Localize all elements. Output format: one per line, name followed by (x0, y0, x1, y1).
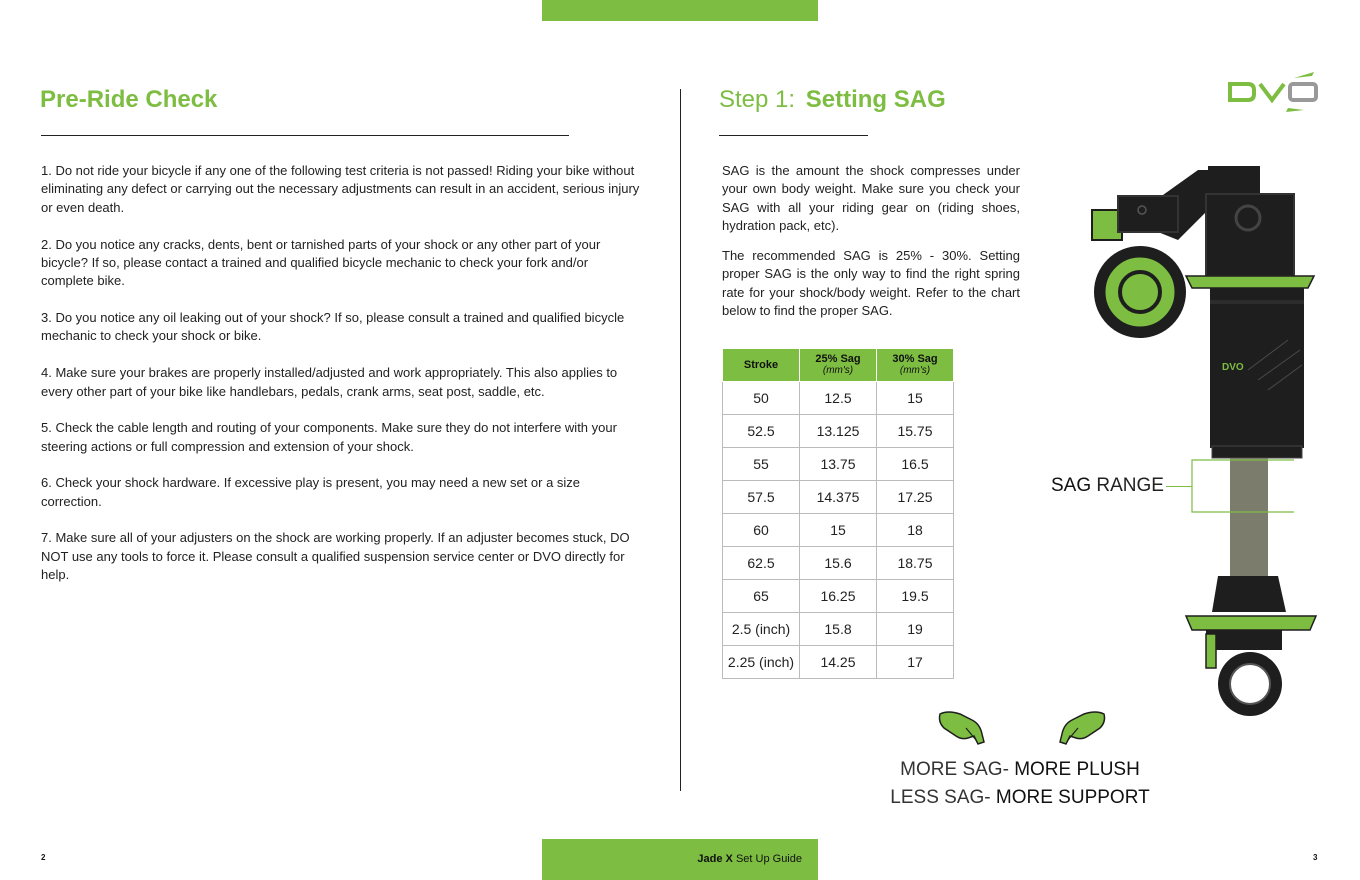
table-cell: 16.25 (800, 580, 877, 613)
sag-chart-table (722, 348, 954, 679)
pre-ride-check-title: Pre-Ride Check (40, 86, 218, 113)
less-sag-legend (880, 787, 1160, 809)
table-cell: 52.5 (723, 415, 800, 448)
sag-range-rest: RANGE (1096, 475, 1164, 496)
less-sag-label: LESS SAG- (890, 787, 991, 808)
table-row (723, 613, 954, 646)
table-row (723, 415, 954, 448)
table-cell: 13.75 (800, 448, 877, 481)
table-cell: 12.5 (800, 382, 877, 415)
table-row (723, 514, 954, 547)
setting-sag-title (719, 86, 946, 114)
sag-recommendation: The recommended SAG is 25% - 30%. Setting proper SAG is the only way to find the right spring rate for your shock/body weight. Refer to the chart below to find the proper SAG. (722, 248, 1020, 319)
table-cell: 15 (877, 382, 954, 415)
more-sag-label: MORE SAG- (900, 759, 1009, 780)
checklist-item: 5. Check the cable length and routing of your components. Make sure they do not interfere with your steering actions or full compression and extension of your shock. (41, 420, 617, 454)
table-row (723, 580, 954, 613)
footer-title (697, 853, 802, 865)
table-cell: 19.5 (877, 580, 954, 613)
table-cell: 17.25 (877, 481, 954, 514)
table-cell: 19 (877, 613, 954, 646)
right-title-rule (719, 135, 868, 136)
footer-title-bold: Jade X (697, 853, 733, 865)
sag-range-label (1051, 475, 1164, 497)
svg-text:DVO: DVO (1222, 362, 1244, 373)
checklist-item: 6. Check your shock hardware. If excessive play is present, you may need a new set or a size correction. (41, 475, 581, 509)
checklist-item: 3. Do you notice any oil leaking out of your shock? If so, please consult a trained and qualified bicycle mechanic to check your shock or bike. (41, 310, 625, 344)
table-header-cell (800, 349, 877, 382)
sag-table-body (723, 382, 954, 679)
sag-range-bold: SAG (1051, 475, 1092, 496)
table-cell: 60 (723, 514, 800, 547)
table-cell: 55 (723, 448, 800, 481)
footer-title-rest: Set Up Guide (735, 853, 802, 865)
header-label: 25% Sag (815, 353, 861, 365)
pointing-hand-icon (936, 708, 986, 746)
header-unit: (mm's) (822, 365, 854, 376)
table-cell: 15.75 (877, 415, 954, 448)
table-row (723, 547, 954, 580)
sag-range-leader (1166, 486, 1192, 487)
table-cell: 2.5 (inch) (723, 613, 800, 646)
top-accent-bar (542, 0, 818, 21)
pre-ride-checklist (41, 162, 641, 603)
table-cell: 17 (877, 646, 954, 679)
more-support-label: MORE SUPPORT (995, 787, 1150, 808)
table-header-cell (877, 349, 954, 382)
page-divider (680, 89, 681, 791)
header-unit: (mm's) (899, 365, 931, 376)
dvo-logo-icon (1228, 70, 1320, 114)
step-name: Setting SAG (805, 86, 946, 113)
table-header-cell (723, 349, 800, 382)
table-cell: 15.6 (800, 547, 877, 580)
header-label: 30% Sag (892, 353, 938, 365)
table-row (723, 646, 954, 679)
table-cell: 2.25 (inch) (723, 646, 800, 679)
table-cell: 65 (723, 580, 800, 613)
checklist-item: 7. Make sure all of your adjusters on the shock are working properly. If an adjuster becomes stuck, DO NOT use any tools to force it. Please consult a qualified suspension service center or DVO directly for help. (41, 530, 630, 583)
table-cell: 62.5 (723, 547, 800, 580)
table-row (723, 382, 954, 415)
page-number-left: 2 (41, 853, 46, 862)
table-row (723, 481, 954, 514)
sag-table-header (723, 349, 954, 382)
checklist-item: 1. Do not ride your bicycle if any one of the following test criteria is not passed! Riding your bike without eliminating any defect or carrying out the necessary adjustments can result in an accident, serious injury or even death. (41, 163, 640, 215)
table-cell: 16.5 (877, 448, 954, 481)
table-cell: 50 (723, 382, 800, 415)
checklist-item: 4. Make sure your brakes are properly installed/adjusted and work appropriately. This also applies to every other part of your bike like handlebars, pedals, crank arms, seat post, saddle, etc. (41, 365, 618, 399)
table-cell: 13.125 (800, 415, 877, 448)
more-plush-label: MORE PLUSH (1014, 759, 1140, 780)
table-cell: 14.375 (800, 481, 877, 514)
page-number-right: 3 (1313, 853, 1318, 862)
table-cell: 18 (877, 514, 954, 547)
more-sag-legend (880, 759, 1160, 781)
table-cell: 14.25 (800, 646, 877, 679)
table-cell: 57.5 (723, 481, 800, 514)
header-label: Stroke (743, 359, 779, 371)
left-title-rule (41, 135, 569, 136)
shock-illustration (1088, 160, 1328, 720)
sag-description: SAG is the amount the shock compresses under your own body weight. Make sure you check your SAG with all your riding gear on (riding shoes, hydration pack, etc). (722, 163, 1020, 234)
step-label: Step 1: (719, 86, 796, 113)
checklist-item: 2. Do you notice any cracks, dents, bent or tarnished parts of your shock or any other part of your bicycle? If so, please contact a trained and qualified bicycle mechanic to check your fork and/or complete bike. (41, 236, 601, 289)
table-row (723, 448, 954, 481)
table-cell: 15.8 (800, 613, 877, 646)
bottom-accent-bar (542, 839, 818, 880)
table-cell: 18.75 (877, 547, 954, 580)
table-cell: 15 (800, 514, 877, 547)
pointing-hand-icon (1058, 708, 1108, 746)
